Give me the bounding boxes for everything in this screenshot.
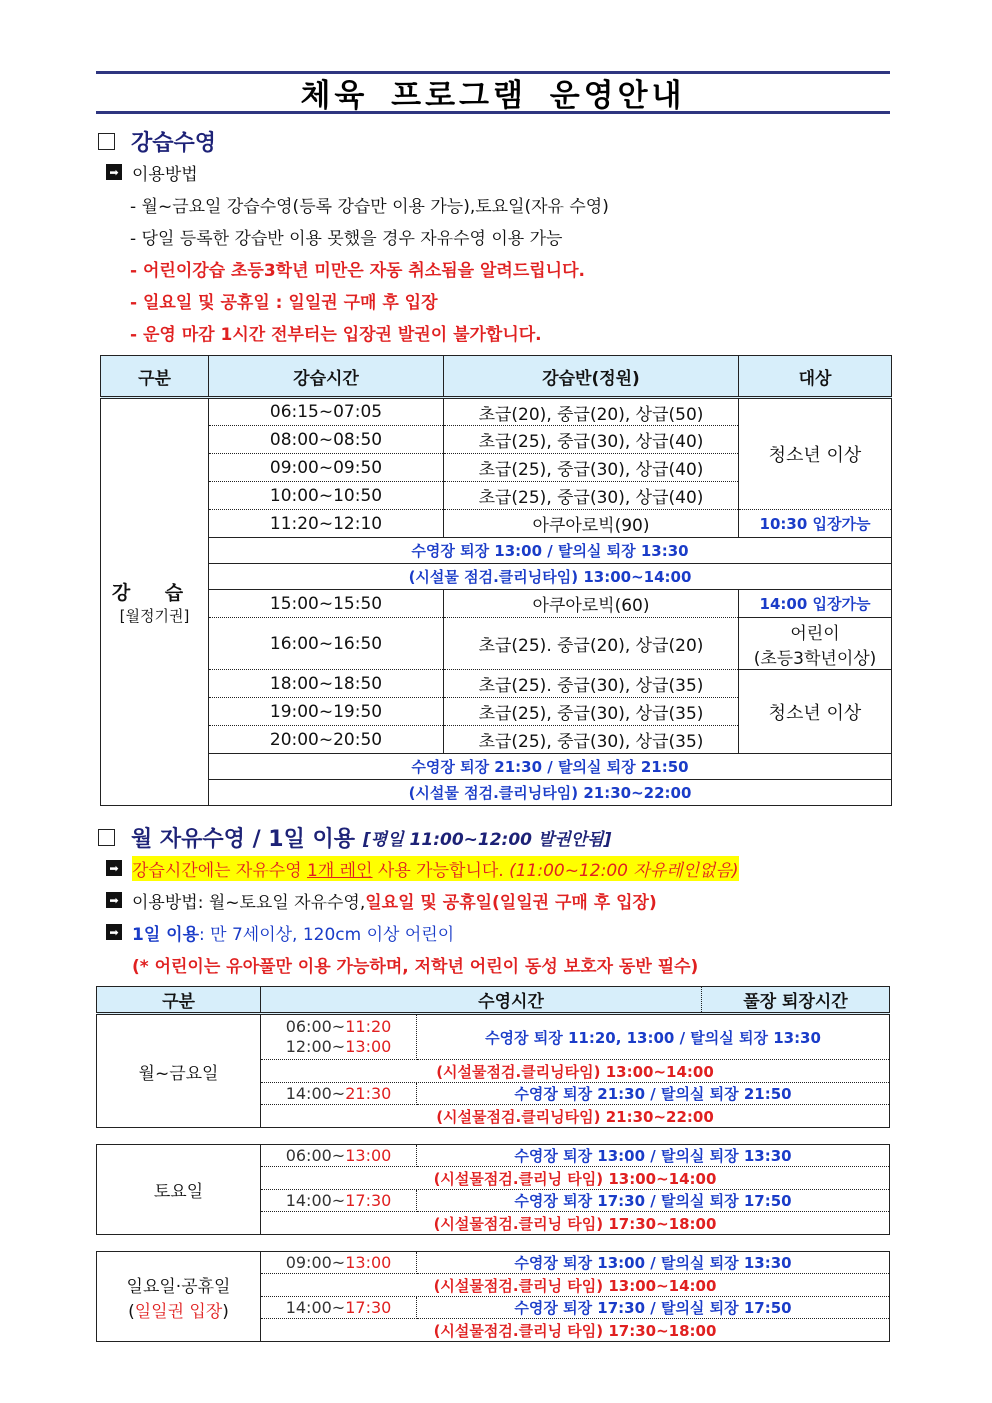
table-row: 08:00~08:50 초급(25), 중급(30), 상급(40) [101,426,892,454]
day-label: 토요일 [97,1145,261,1235]
cleaning-notice: (시설물 점검.클리닝타임) 21:30~22:00 [209,780,892,806]
lesson-schedule-table [100,355,892,806]
table-row: 18:00~18:50 초급(25). 중급(30), 상급(35) 청소년 이상 [101,670,892,698]
usage-line: - 월~금요일 강습수영(등록 강습만 이용 가능),토요일(자유 수영) [130,196,609,217]
usage-line-warning: - 일요일 및 공휴일 : 일일권 구매 후 입장 [130,292,438,313]
document-page [96,71,890,1342]
free-swim-weekday-table: 구분 수영시간 풀장 퇴장시간 월~금요일 06:00~11:20 12:00~13:00 수영장 퇴장 11:20, 13:00 / 탈의실 퇴장 13:30 (시설물점검.클리닝타임) 13:00~14:00 14:00~21:30 수영장 퇴장 21:30 / 탈의실 퇴장 21:50 (시설물점검.클리닝타임) 21:30~22:00 [96,986,890,1128]
col-header: 강습반(정원) [444,356,739,398]
page-title: 체육 프로그램 운영안내 [300,78,686,114]
table-row: 강 습 [월정기권] 06:15~07:05 초급(20), 중급(20), 상급(50) 청소년 이상 [101,398,892,426]
day-label: 일요일·공휴일 (일일권 입장) [97,1252,261,1342]
section-lesson-header [96,126,890,156]
col-header: 수영시간 풀장 퇴장시간 [261,987,890,1014]
usage-line: - 당일 등록한 강습반 이용 못했을 경우 자유수영 이용 가능 [130,228,563,249]
target-cell: 청소년 이상 [739,670,892,754]
target-cell: 청소년 이상 [739,398,892,510]
exit-notice: 수영장 퇴장 21:30 / 탈의실 퇴장 21:50 [209,754,892,780]
free-swim-usage: ➡ 이용방법: 월~토요일 자유수영, 일요일 및 공휴일(일일권 구매 후 입장) [106,884,890,916]
day-pass-usage: ➡ 1일 이용 : 만 7세이상, 120cm 이상 어린이 [106,916,890,948]
category-cell: 강 습 [월정기권] [101,398,209,806]
col-header: 구분 [101,356,209,398]
table-row: 10:00~10:50 초급(25), 중급(30), 상급(40) [101,482,892,510]
checkbox-icon [98,829,115,846]
arrow-right-icon: ➡ [106,924,122,940]
checkbox-icon [98,133,115,150]
table-row: 11:20~12:10 아쿠아로빅(90) 10:30 입장가능 [101,510,892,538]
section-free-swim-header: 월 자유수영 / 1일 이용 [평일 11:00~12:00 발권안됨] [96,822,890,852]
free-swim-saturday-table: 토요일 06:00~13:00 수영장 퇴장 13:00 / 탈의실 퇴장 13:30 (시설물점검.클리닝 타임) 13:00~14:00 14:00~17:30 수영장 퇴장 17:30 / 탈의실 퇴장 17:50 (시설물점검.클리닝 타임) 17:30~18:00 [96,1144,890,1235]
usage-line-warning: - 운영 마감 1시간 전부터는 입장권 발권이 불가합니다. [130,324,542,345]
col-header: 강습시간 [209,356,444,398]
table-row: 09:00~09:50 초급(25), 중급(30), 상급(40) [101,454,892,482]
usage-heading: ➡ 이용방법 [106,156,890,188]
section-title: 강습수영 [131,130,217,156]
cleaning-notice: (시설물 점검.클리닝타임) 13:00~14:00 [209,564,892,590]
col-header: 대상 [739,356,892,398]
col-header: 구분 [97,987,261,1014]
target-cell: 어린이 (초등3학년이상) [739,618,892,670]
child-notice: (* 어린이는 유아풀만 이용 가능하며, 저학년 어린이 동성 보호자 동반 필수) [132,956,699,977]
usage-line-warning: - 어린이강습 초등3학년 미만은 자동 취소됨을 알려드립니다. [130,260,585,281]
day-label: 월~금요일 [97,1014,261,1128]
arrow-right-icon: ➡ [106,860,122,876]
table-row: 16:00~16:50 초급(25). 중급(20), 상급(20) 어린이 (초등3학년이상) [101,618,892,670]
arrow-right-icon: ➡ [106,164,122,180]
table-row: 15:00~15:50 아쿠아로빅(60) 14:00 입장가능 [101,590,892,618]
free-swim-lane-notice: ➡ 강습시간에는 자유수영 1개 레인 사용 가능합니다. (11:00~12:00 자유레인없음) [106,852,890,884]
arrow-right-icon: ➡ [106,892,122,908]
free-swim-sunday-table: 일요일·공휴일 (일일권 입장) 09:00~13:00 수영장 퇴장 13:00 / 탈의실 퇴장 13:30 (시설물점검.클리닝 타임) 13:00~14:00 14:00~17:30 수영장 퇴장 17:30 / 탈의실 퇴장 17:50 (시설물점검.클리닝 타임) 17:30~18:00 [96,1251,890,1342]
title-bar [96,71,890,114]
table-row: 20:00~20:50 초급(25), 중급(30), 상급(35) [101,726,892,754]
exit-notice: 수영장 퇴장 13:00 / 탈의실 퇴장 13:30 [209,538,892,564]
table-row: 19:00~19:50 초급(25), 중급(30), 상급(35) [101,698,892,726]
